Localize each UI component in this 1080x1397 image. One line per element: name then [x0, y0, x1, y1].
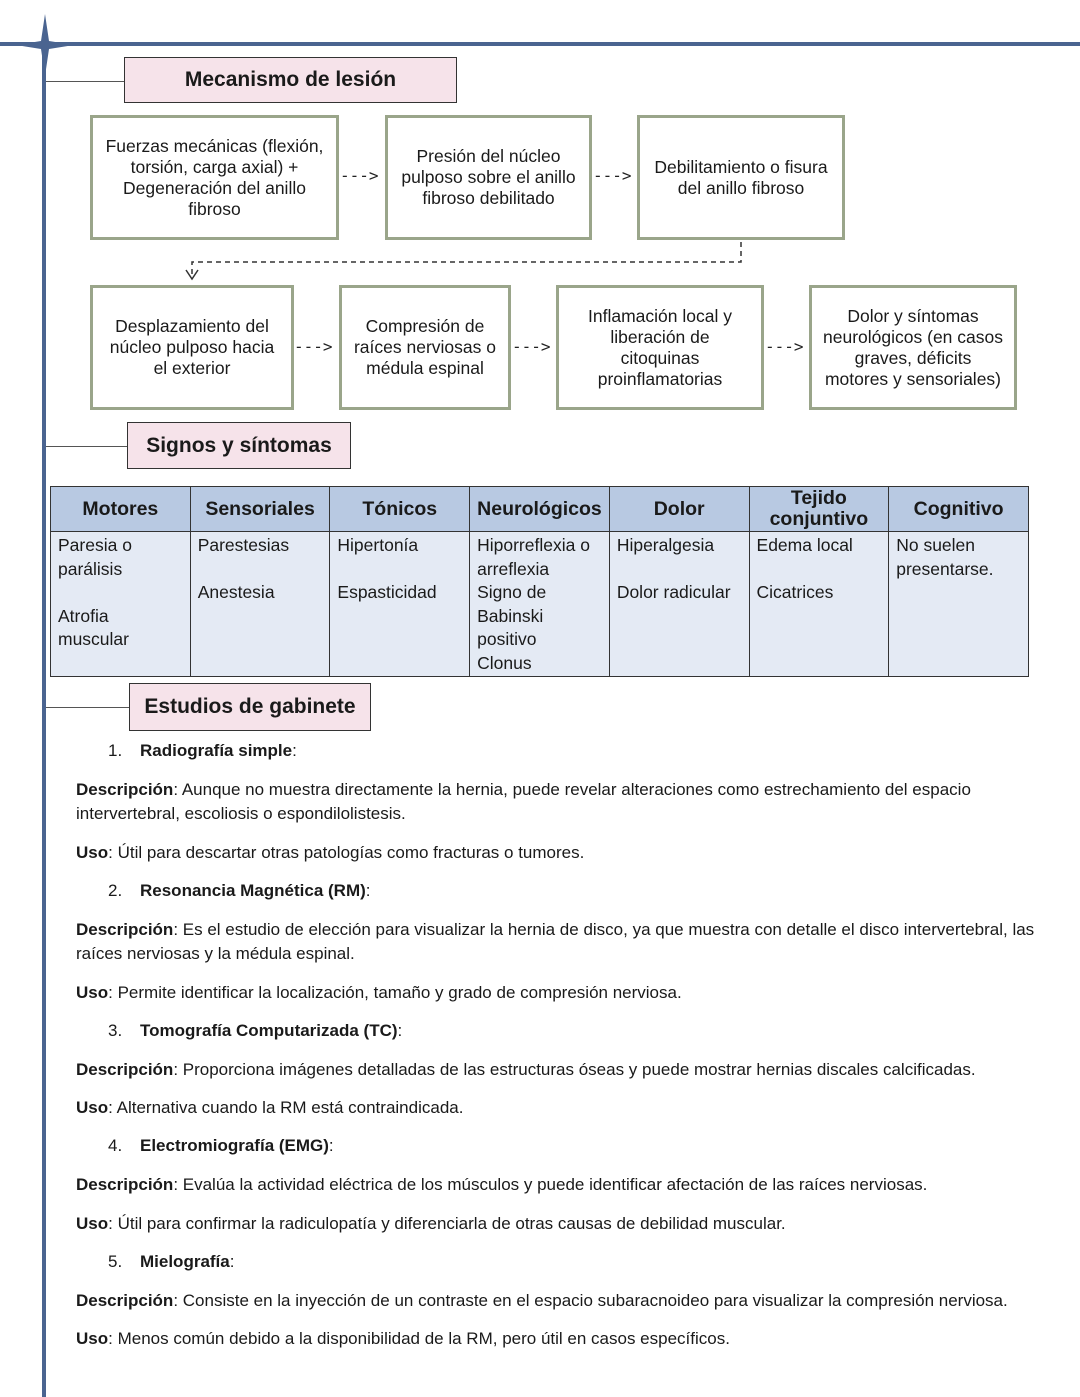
flow-box-pressure: Presión del núcleo pulposo sobre el anillo fibroso debilitado [385, 115, 592, 240]
cell-item: Atrofia muscular [58, 605, 129, 650]
cell-spacer [757, 558, 882, 582]
study-title: Radiografía simple [140, 741, 293, 760]
study-number: 4. [108, 1136, 123, 1155]
top-border-line [0, 42, 1080, 46]
study-number: 3. [108, 1021, 123, 1040]
cell-item: Dolor radicular [616, 582, 731, 603]
use-text: Permite identificar la localización, tamaño y grado de compresión nerviosa. [117, 983, 682, 1002]
table-header: Motores [51, 487, 191, 532]
desc-text: Proporciona imágenes detalladas de las estructuras óseas y puede mostrar hernias discales calcificadas. [182, 1060, 976, 1079]
use-label: Uso [76, 1214, 109, 1233]
symptoms-table [50, 486, 1029, 677]
study-title: Electromiografía (EMG) [140, 1136, 329, 1155]
flow-arrow-icon: ---> [340, 166, 379, 185]
flow-arrow-icon: ---> [765, 337, 804, 356]
study-number: 2. [108, 881, 123, 900]
table-cell-sensoriales [190, 532, 330, 677]
use-label: Uso [76, 1098, 109, 1117]
table-cell-cognitivo [889, 532, 1029, 677]
desc-label: Descripción [76, 780, 174, 799]
study-number: 1. [108, 741, 123, 760]
desc-text: Consiste en la inyección de un contraste en el espacio subaracnoideo para visualizar la compresión nerviosa. [182, 1291, 1008, 1310]
use-text: Útil para descartar otras patologías como fracturas o tumores. [117, 843, 585, 862]
cell-item: Hipertonía [337, 535, 419, 555]
use-text: Útil para confirmar la radiculopatía y diferenciarla de otras causas de debilidad muscular. [117, 1214, 786, 1233]
flow-arrow-icon: ---> [294, 337, 333, 356]
use-label: Uso [76, 983, 109, 1002]
cell-item: Cicatrices [756, 582, 834, 603]
section-title-studies: Estudios de gabinete [129, 683, 371, 731]
study-description: Descripción: Evalúa la actividad eléctrica de los músculos y puede identificar afectación de las raíces nerviosas. [76, 1175, 928, 1194]
study-description: Descripción: Aunque no muestra directamente la hernia, puede revelar alteraciones como estrechamiento del espacio intervertebral, escoliosis o espondilolistesis. [76, 780, 971, 823]
table-header-row [51, 487, 1029, 532]
desc-label: Descripción [76, 920, 174, 939]
study-heading: 4. Electromiografía (EMG): [108, 1136, 334, 1155]
desc-text: Evalúa la actividad eléctrica de los músculos y puede identificar afectación de las raíces nerviosas. [182, 1175, 928, 1194]
cell-item: Clonus [477, 652, 532, 673]
table-header: Neurológicos [470, 487, 610, 532]
desc-label: Descripción [76, 1291, 174, 1310]
use-label: Uso [76, 843, 109, 862]
study-description: Descripción: Proporciona imágenes detalladas de las estructuras óseas y puede mostrar hernias discales calcificadas. [76, 1060, 976, 1079]
study-use: Uso: Menos común debido a la disponibilidad de la RM, pero útil en casos específicos. [76, 1329, 730, 1348]
section-connector [46, 81, 124, 82]
cell-item: Hiperalgesia [616, 535, 715, 555]
desc-text: Es el estudio de elección para visualizar la hernia de disco, ya que muestra con detalle el disco intervertebral, las raíces nerviosas y la médula espinal. [76, 920, 1035, 963]
cell-spacer [58, 581, 183, 605]
table-cell-dolor [609, 532, 749, 677]
table-header: Cognitivo [889, 487, 1029, 532]
study-heading: 2. Resonancia Magnética (RM): [108, 881, 371, 900]
flow-box-forces: Fuerzas mecánicas (flexión, torsión, carga axial) + Degeneración del anillo fibroso [90, 115, 339, 240]
study-use: Uso: Alternativa cuando la RM está contraindicada. [76, 1098, 464, 1117]
study-use: Uso: Útil para confirmar la radiculopatía y diferenciarla de otras causas de debilidad muscular. [76, 1214, 786, 1233]
study-heading: 3. Tomografía Computarizada (TC): [108, 1021, 403, 1040]
section-connector [46, 707, 129, 708]
use-text: Menos común debido a la disponibilidad de la RM, pero útil en casos específicos. [117, 1329, 730, 1348]
desc-label: Descripción [76, 1175, 174, 1194]
table-cell-motores [51, 532, 191, 677]
cell-spacer [198, 558, 323, 582]
study-description: Descripción: Consiste en la inyección de un contraste en el espacio subaracnoideo para visualizar la compresión nerviosa. [76, 1291, 1008, 1310]
table-row [51, 532, 1029, 677]
cell-item: Anestesia [197, 582, 275, 603]
study-heading: 1. Radiografía simple: [108, 741, 297, 760]
cell-item: Edema local [756, 535, 853, 555]
flow-box-weakening: Debilitamiento o fisura del anillo fibroso [637, 115, 845, 240]
study-title: Tomografía Computarizada (TC) [140, 1021, 398, 1040]
desc-label: Descripción [76, 1060, 174, 1079]
section-connector [46, 446, 127, 447]
study-number: 5. [108, 1252, 123, 1271]
flow-box-compression: Compresión de raíces nerviosas o médula espinal [339, 285, 511, 410]
study-use: Uso: Permite identificar la localización, tamaño y grado de compresión nerviosa. [76, 983, 682, 1002]
table-header: Sensoriales [190, 487, 330, 532]
cell-item: Espasticidad [337, 582, 437, 603]
table-cell-tonicos [330, 532, 470, 677]
flow-arrow-icon: ---> [512, 337, 551, 356]
flow-box-displacement: Desplazamiento del núcleo pulposo hacia el exterior [90, 285, 294, 410]
table-cell-tejido [749, 532, 889, 677]
flow-box-symptoms: Dolor y síntomas neurológicos (en casos graves, déficits motores y sensoriales) [809, 285, 1017, 410]
study-title: Mielografía [140, 1252, 230, 1271]
cell-spacer [337, 558, 462, 582]
flow-box-inflammation: Inflamación local y liberación de citoquinas proinflamatorias [556, 285, 764, 410]
study-title: Resonancia Magnética (RM) [140, 881, 366, 900]
study-heading: 5. Mielografía: [108, 1252, 235, 1271]
study-description: Descripción: Es el estudio de elección para visualizar la hernia de disco, ya que muestra con detalle el disco intervertebral, las raíces nerviosas y la médula espinal. [76, 920, 1035, 963]
table-header: Tejido conjuntivo [749, 487, 889, 532]
cell-item: No suelen presentarse. [896, 535, 994, 579]
flow-arrow-icon: ---> [593, 166, 632, 185]
table-cell-neurologicos [470, 532, 610, 677]
study-use: Uso: Útil para descartar otras patologías como fracturas o tumores. [76, 843, 585, 862]
section-title-signs: Signos y síntomas [127, 422, 351, 469]
use-text: Alternativa cuando la RM está contraindicada. [116, 1098, 464, 1117]
table-header: Dolor [609, 487, 749, 532]
cell-spacer [617, 558, 742, 582]
cell-item: Hiporreflexia o arreflexia [477, 535, 590, 579]
cell-item: Paresia o parálisis [58, 535, 132, 579]
table-header: Tónicos [330, 487, 470, 532]
use-label: Uso [76, 1329, 109, 1348]
flow-connector-icon [180, 240, 750, 282]
desc-text: Aunque no muestra directamente la hernia, puede revelar alteraciones como estrechamiento del espacio intervertebral, escoliosis o espondilolistesis. [76, 780, 971, 823]
cell-item: Parestesias [197, 535, 290, 555]
section-title-mechanism: Mecanismo de lesión [124, 57, 457, 103]
left-border-line [42, 45, 46, 1397]
cell-item: Signo de Babinski positivo [477, 582, 547, 650]
star-icon [16, 14, 74, 76]
